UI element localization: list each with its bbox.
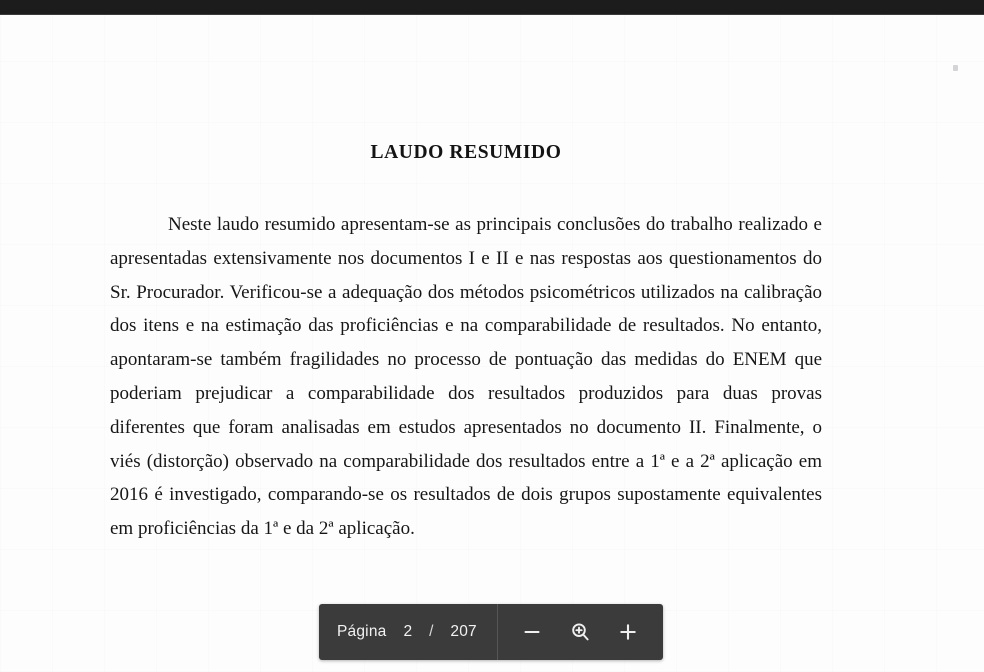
pdf-page-canvas[interactable] [0,15,984,672]
scan-artifact-speck [953,65,958,71]
page-separator: / [429,623,434,640]
magnifier-plus-icon [568,620,592,644]
minus-icon [520,620,544,644]
total-pages-value: 207 [450,623,477,640]
page-label: Página [337,623,387,640]
zoom-reset-button[interactable] [558,610,602,654]
page-title: LAUDO RESUMIDO [370,142,562,163]
document-paragraph: Neste laudo resumido apresentam-se as principais conclusões do trabalho realizado e apresentadas extensivamente nos documentos I e II e nas respostas aos questionamentos do Sr. Procurador. Verificou-se a adequação dos métodos psicométricos utilizados na calibração dos itens e na estimação das proficiências e na comparabilidade de resultados. No entanto, apontaram-se também fragilidades no processo de pontuação das medidas do ENEM que poderiam prejudicar a comparabilidade dos resultados produzidos para duas provas diferentes que foram analisadas em estudos apresentados no documento II. Finalmente, o viés (distorção) observado na comparabilidade dos resultados entre a 1ª e a 2ª aplicação em 2016 é investigado, comparando-se os resultados de dois grupos supostamente equivalentes em proficiências da 1ª e da 2ª aplicação. [110,214,822,540]
page-indicator-group [319,604,498,660]
plus-icon [616,620,640,644]
current-page-value[interactable]: 2 [403,623,413,640]
zoom-controls-group [498,604,660,660]
browser-chrome-bar [0,0,984,15]
zoom-in-button[interactable] [606,610,650,654]
pdf-controls-toolbar [319,604,663,660]
zoom-out-button[interactable] [510,610,554,654]
